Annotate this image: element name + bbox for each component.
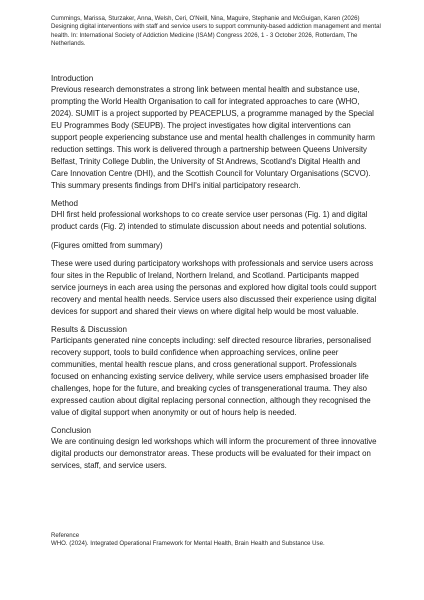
citation: Cummings, Marissa, Sturzaker, Anna, Welsh, Ceri, O'Neill, Nina, Maguire, Stephanie and McGuigan, Karen (2026) Designing digital interventions with staff and service users to support community-based addiction management and mental health. In: International Society of Addiction Medicine (ISAM) Congress 2026, 1 - 3 October 2026, Rotterdam, The Netherlands. [51,15,381,47]
conclusion-section [51,425,377,472]
results-text: Participants generated nine concepts including: self directed resource libraries, personalised recovery support, tools to build confidence when approaching services, online peer communities, mental health rescue plans, and cross generational support. Professionals focused on enhancing existing service delivery, while service users emphasised broader life challenges, hope for the future, and breaking cycles of transgenerational trauma. They also expressed caution about digital replacing personal connection, although they recognised the value of digital support when anonymity or out of hours help is needed. [51,335,372,418]
conclusion-heading: Conclusion [51,426,92,436]
introduction-text: Previous research demonstrates a strong link between mental health and substance use, prompting the World Health Organisation to call for integrated approaches to care (WHO, 2024). SUMIT is a project supported by PEACEPLUS, a programme managed by the Special EU Programmes Body (SEUPB). The project investigates how digital interventions can support people experiencing substance use and mental health challenges in community harm reduction settings. This work is delivered through a partnership between Queens University Belfast, Trinity College Dublin, the University of St Andrews, Scotland's Digital Health and Care Innovation Centre (DHI), and the Scottish Council for Voluntary Organisations (SCVO). This summary presents findings from DHI's initial participatory research. [51,85,375,191]
document-body [51,73,377,472]
method-heading: Method [51,199,78,209]
figures-note: (Figures omitted from summary) [51,240,163,250]
conclusion-text: We are continuing design led workshops which will inform the procurement of three innovative digital products our demonstrator areas. These products will be evaluated for their impact on services, staff, and service users. [51,437,377,471]
method-text: DHI first held professional workshops to co create service user personas (Fig. 1) and digital product cards (Fig. 2) intended to stimulate discussion about needs and potential solutions. [51,210,368,232]
introduction-section [51,73,377,192]
reference-section [51,532,381,549]
reference-text: WHO. (2024). Integrated Operational Framework for Mental Health, Brain Health and Substance Use. [51,540,325,548]
results-section [51,324,377,419]
method-section [51,198,377,317]
results-heading: Results & Discussion [51,324,128,334]
introduction-heading: Introduction [51,74,94,83]
method-text-continued: These were used during participatory workshops with professionals and service users across four sites in the Republic of Ireland, Northern Ireland, and Scotland. Participants mapped service journeys in each area using the personas and explored how digital tools could support recovery and mental health needs. Service users also discussed their experience using digital devices for support and shared their views on where digital help would be most valuable. [51,258,377,316]
reference-heading: Reference [51,532,80,539]
